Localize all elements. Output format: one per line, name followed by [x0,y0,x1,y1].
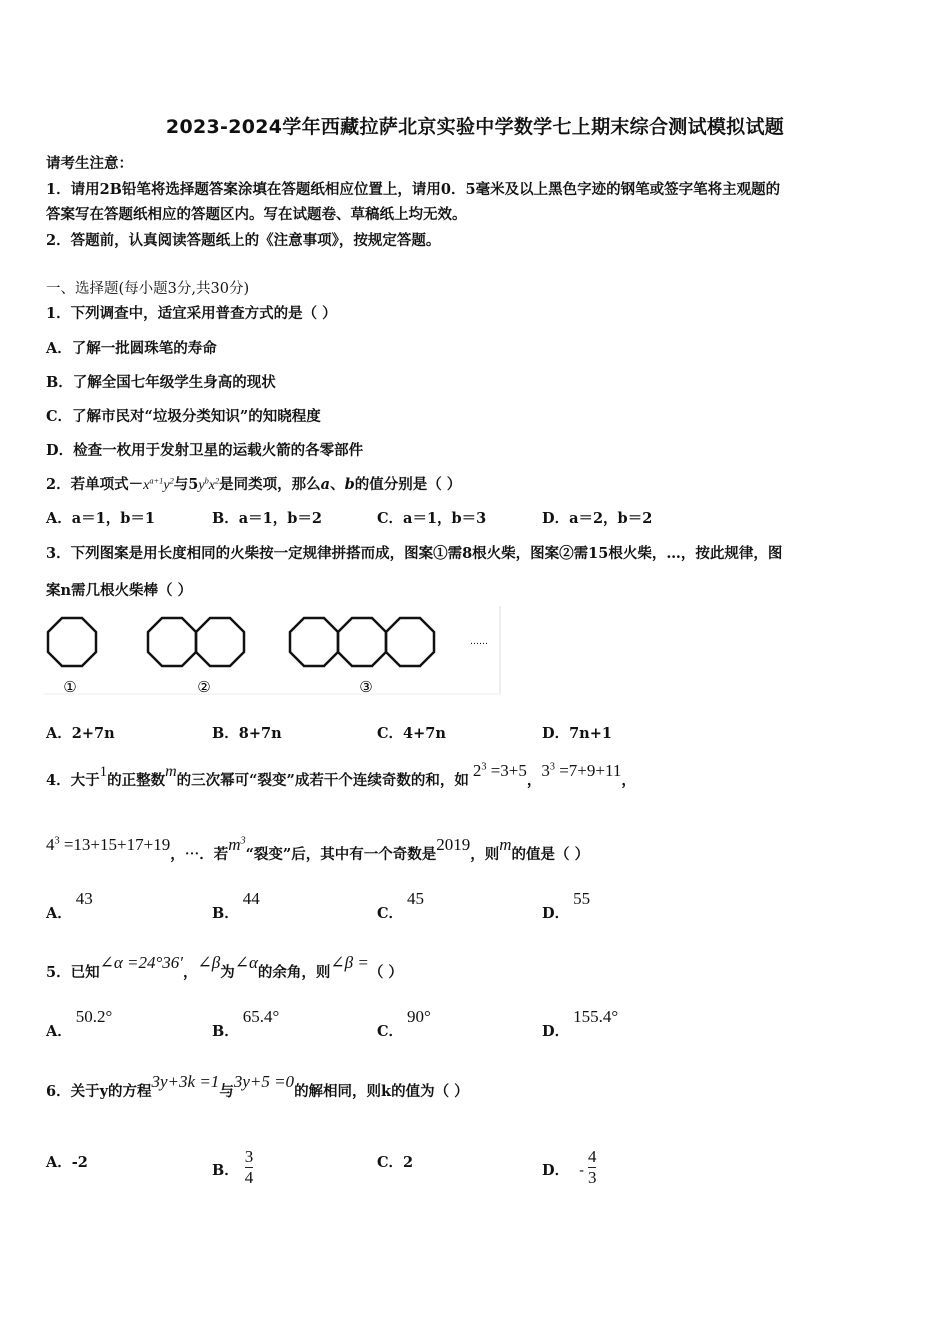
q5-option-a-label: A． [46,1023,72,1040]
q5-text-1: 5．已知 [46,964,100,981]
q4-option-c-value: 45 [407,889,425,908]
q5-option-d-value: 155.4° [573,1007,619,1026]
q4-text-7: 的值是（ ） [511,846,590,863]
notice-line-3: 2．答题前，认真阅读答题纸上的《注意事项》，按规定答题。 [46,232,441,249]
q2-option-a-label: A． [46,510,72,527]
q2-term1-exp: a+1 [149,476,164,486]
q6-text-3: 的解相同，则k的值为（ ） [294,1083,469,1100]
q4-ex3-rhs: =13+15+17+19 [63,835,171,854]
q6-text-1: 6．关于y的方程 [46,1083,152,1100]
octagon-2-1 [148,618,196,666]
q4-text-4: ，⋯．若 [170,846,229,863]
q3-stem-line-1: 3．下列图案是用长度相同的火柴按一定规律拼搭而成，图案①需8根火柴，图案②需15根火柴，…，按此规律，图 [46,545,783,562]
q4-text-1: 4．大于 [46,772,100,789]
q6-option-b-denominator: 4 [244,1167,254,1187]
q5-text-2: 为 [220,964,235,981]
page-title: 2023-2024学年西藏拉萨北京实验中学数学七上期末综合测试模拟试题 [165,116,785,138]
q6-text-2: 与 [219,1083,234,1100]
q4-option-b-value: 44 [242,889,260,908]
q4-ex3-exp: 3 [54,835,60,847]
q6-option-b-numerator: 3 [244,1147,254,1166]
pattern-label-3: ③ [359,678,373,696]
q2-option-a [46,507,155,528]
q2-prefix: 2．若单项式－ [46,476,144,493]
section-heading: 一、选择题(每小题3分,共30分) [46,281,250,297]
q6-option-b-label: B． [212,1162,239,1180]
octagon-3-2 [338,618,386,666]
octagon-3-1 [290,618,338,666]
q2-option-c-value: a＝1，b＝3 [403,510,487,527]
pattern-continuation-dots: …… [470,637,488,647]
q4-ex1-rhs: =3+5 [490,761,527,780]
q6-option-b [212,1147,254,1191]
q5-option-a-value: 50.2° [75,1007,113,1026]
q2-option-b [212,507,322,528]
q4-option-b-label: B． [212,905,239,922]
q5-option-d [542,1007,619,1041]
q3-option-b: B．8+7n [212,725,282,742]
q4-stem-line-2 [46,835,590,864]
q6-option-a: A．-2 [46,1154,88,1171]
q6-option-b-fraction [245,1147,254,1187]
q2-stem [46,473,461,494]
q5-option-d-label: D． [542,1023,570,1040]
q2-suffix-a: 是同类项，那么 [219,476,321,493]
octagon-1-1 [48,618,96,666]
notice-heading: 请考生注意： [46,155,133,172]
q1-option-d: D．检查一枚用于发射卫星的运载火箭的各零部件 [46,442,364,459]
octagon-2-2 [196,618,244,666]
q3-option-a: A．2+7n [46,725,115,742]
q4-ex1-base: 2 [472,761,482,780]
q1-option-c: C．了解市民对“垃圾分类知识”的知晓程度 [46,408,321,425]
q2-term2-x: x [208,478,215,493]
q3-option-c: C．4+7n [377,725,446,742]
q5-beta: ∠β [197,953,221,972]
q6-option-d-denominator: 3 [587,1167,597,1187]
q3-matchstick-figure [44,606,504,700]
q2-mid: 与5 [173,476,199,493]
q4-option-d-value: 55 [573,889,591,908]
q4-option-c [377,889,425,923]
q4-var-m-2: m [499,835,512,854]
q4-ex2-exp: 3 [549,761,555,773]
q5-option-c-value: 90° [407,1007,431,1026]
q4-text-3: 的三次幂可“裂变”成若干个连续奇数的和，如 [176,772,469,789]
notice-line-2: 答案写在答题纸相应的答题区内。写在试题卷、草稿纸上均无效。 [46,206,467,223]
q4-number-2019: 2019 [436,835,471,854]
q1-option-b: B．了解全国七年级学生身高的现状 [46,374,276,391]
q4-option-c-label: C． [377,905,404,922]
q6-option-c: C．2 [377,1154,414,1171]
q1-option-a: A．了解一批圆珠笔的寿命 [46,340,217,357]
q2-term2-x-exp: 2 [214,476,220,486]
q5-stem [46,953,403,982]
q4-option-a [46,889,93,923]
q6-equation-1: 3y+3k =1 [151,1072,220,1091]
q2-var-b: b [344,476,355,493]
q4-ex2-rhs: =7+9+11 [559,761,622,780]
q4-ex3-base: 4 [46,835,55,854]
q4-text-5: “裂变”后，其中有一个奇数是 [245,846,437,863]
q4-option-b [212,889,260,923]
q4-comma-1: ， [526,772,542,789]
q5-option-b-value: 65.4° [242,1007,280,1026]
q6-equation-2: 3y+5 =0 [233,1072,295,1091]
q4-example-3 [46,835,170,854]
q4-option-d [542,889,591,923]
q6-option-d [542,1147,597,1191]
q5-option-a [46,1007,113,1041]
q4-stem-line-1 [46,761,636,790]
q5-alpha-value: ∠α =24°36′ [99,953,183,972]
q4-ex2-base: 3 [541,761,550,780]
q4-option-d-label: D． [542,905,570,922]
q2-option-d-label: D． [542,510,570,527]
q6-option-d-sign: - [579,1163,584,1180]
q5-text-3: 的余角，则 [257,964,331,981]
q2-option-c [377,507,486,528]
q5-alpha: ∠α [234,953,258,972]
q6-stem [46,1072,469,1101]
q4-example-1 [473,761,527,780]
q5-option-b [212,1007,280,1041]
q2-option-d-value: a＝2，b＝2 [569,510,653,527]
q2-option-b-label: B． [212,510,239,527]
q4-m3-base: m [228,835,241,854]
q6-option-d-label: D． [542,1162,570,1180]
q4-comma-2: ， [621,772,636,789]
q2-term2-y: y [198,478,205,493]
q3-stem-line-2: 案n需几根火柴棒（ ） [46,582,193,599]
notice-line-1: 1．请用2B铅笔将选择题答案涂填在答题纸相应位置上，请用0．5毫米及以上黑色字迹的钢笔或签字笔将主观题的 [46,181,781,198]
q5-text-4: （ ） [368,964,403,981]
q4-m3-exp: 3 [240,835,246,847]
q5-beta-eq: ∠β = [330,953,369,972]
q4-var-m: m [165,763,177,780]
pattern-label-1: ① [63,678,77,696]
q2-term2-y-exp: b [204,476,209,486]
q2-option-b-value: a＝1，b＝2 [238,510,322,527]
pattern-label-2: ② [197,678,211,696]
octagon-3-3 [386,618,434,666]
q4-text-2: 的正整数 [107,772,166,789]
q4-number-one: 1 [99,764,108,780]
q6-option-d-fraction [588,1147,597,1187]
q4-option-a-label: A． [46,905,72,922]
q5-option-c [377,1007,431,1041]
q2-option-a-value: a＝1，b＝1 [71,510,155,527]
q2-var-a: a [320,476,331,493]
q4-m-cubed [228,835,245,854]
q2-term1-y-exp: 2 [169,476,174,486]
octagon-pattern-svg [44,606,504,696]
q5-option-c-label: C． [377,1023,404,1040]
q4-example-2 [541,761,621,780]
q5-option-b-label: B． [212,1023,239,1040]
q5-comma: ， [183,964,198,981]
q4-ex1-exp: 3 [481,761,487,773]
q2-term1-y: y [163,478,170,493]
q2-term1-x: x [143,478,150,493]
q2-suffix-b: 的值分别是（ ） [354,476,462,493]
q2-option-c-label: C． [377,510,404,527]
q1-stem: 1．下列调查中，适宜采用普查方式的是（ ） [46,305,337,322]
q4-option-a-value: 43 [75,889,93,908]
q2-option-d [542,507,652,528]
q4-text-6: ，则 [470,846,500,863]
q2-sep: 、 [330,476,345,493]
q6-option-d-numerator: 4 [587,1147,597,1166]
q3-option-d: D．7n+1 [542,725,612,742]
